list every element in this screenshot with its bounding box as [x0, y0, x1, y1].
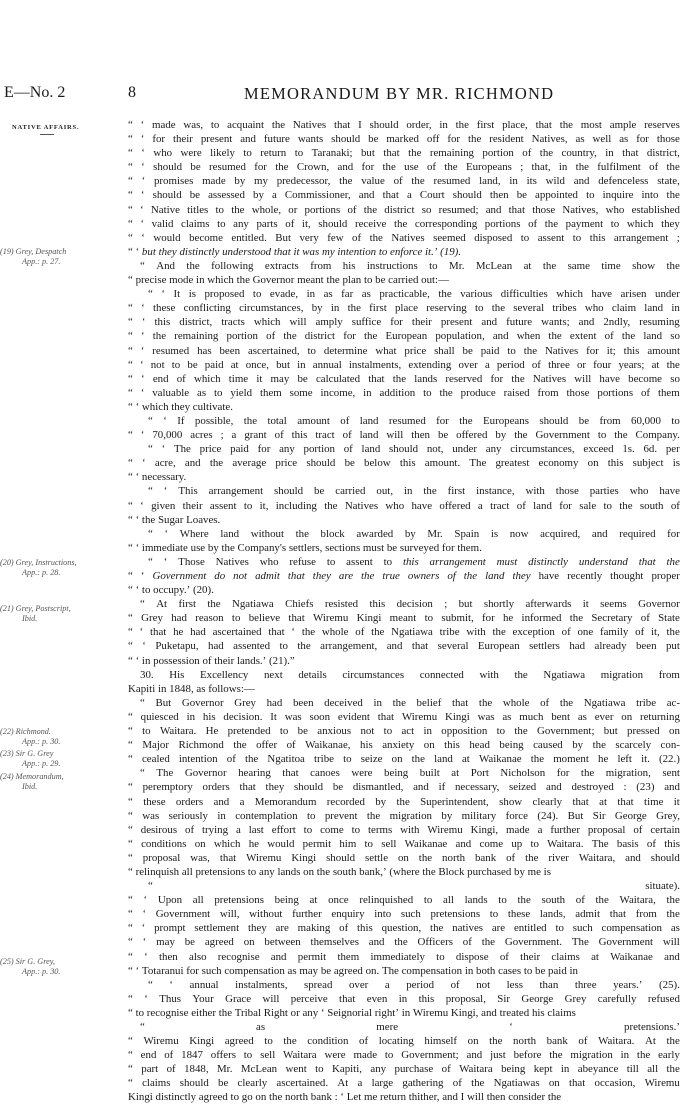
text-line: “ At first the Ngatiawa Chiefs resisted this decision ; but shortly afterwards it seems Governor: [140, 598, 680, 611]
margin-note: [0, 604, 118, 623]
text-line: “ ‘ It is proposed to evade, in as far as practicable, the various difficulties which have arisen under: [148, 288, 680, 301]
text-line: “ ‘ but they distinctly understood that it was my intention to enforce it.’ (19).: [128, 245, 462, 258]
text-line: “ ‘ promises made by my predecessor, the value of the resumed land, in its wild and defenceless state,: [128, 175, 680, 188]
margin-note-page: App.: p. 27.: [22, 256, 61, 266]
text-line: “ to Waitara. He pretended to be anxious not to act in opposition to the Government; but pressed on: [128, 725, 680, 738]
text-line: “ ‘ Upon all pretensions being at once relinquished to all lands to the south of the Waitara, the: [128, 894, 680, 907]
text-line: “ precise mode in which the Governor meant the plan to be carried out:—: [128, 274, 449, 287]
margin-note: [0, 558, 118, 577]
text-line: “ ‘ Where land without the block awarded by Mr. Spain is now acquired, and required for: [148, 527, 680, 540]
page-header: [0, 84, 700, 106]
text-line: “ ‘ these conflicting circumstances, by in the first place reserving to the several tribes who claim land in: [128, 302, 680, 315]
text-line: “ end of 1847 offers to sell Waitara were made to Government; and just before the migration in the early: [128, 1049, 680, 1062]
text-line: “ cealed intention of the Ngatitoa tribe to seize on the land at Waikanae the moment he left it. (22.): [128, 753, 680, 766]
section-divider: [40, 134, 54, 135]
text-line: “ ‘ Thus Your Grace will perceive that even in this proposal, Sir George Grey carefully refused: [128, 992, 680, 1005]
margin-note-page: App.: p. 30.: [22, 966, 61, 976]
text-line: “ desirous of trying a last effort to come to terms with Wiremu Kingi, made a further proposal of certain: [128, 823, 680, 836]
text-line: “ ‘ in possession of their lands.’ (21).”: [128, 654, 295, 667]
text-line: “ quiesced in his decision. It was soon evident that Wiremu Kingi was as much bent as ever on returning: [128, 710, 680, 723]
text-line: “ ‘ annual instalments, spread over a period of not less than three years.’ (25).: [148, 978, 680, 991]
margin-note-page: Ibid.: [22, 613, 38, 623]
text-line: “ conditions on which he would permit him to sell Waikanae and come up to Waitara. The basis of this: [128, 837, 680, 850]
text-line: Kapiti in 1848, as follows:—: [128, 682, 255, 695]
text-line: 30. His Excellency next details circumstances connected with the Ngatiawa migration from: [140, 668, 680, 681]
page-number: 8: [128, 84, 136, 101]
text-line: “ to recognise either the Tribal Right or any ‘ Seignorial right’ in Wiremu Kingi, and treated his claims: [128, 1006, 576, 1019]
text-line: “ these orders and a Memorandum recorded by the Superintendent, show clearly that at that time it: [128, 795, 680, 808]
margin-note-page: App.: p. 30.: [22, 736, 61, 746]
margin-note: [0, 957, 118, 976]
margin-note-ref: (23) Sir G. Grey: [0, 749, 54, 758]
page-title: MEMORANDUM BY MR. RICHMOND: [244, 84, 555, 103]
text-line: “ ‘ should be resumed for the Crown, and for the use of the Europeans ; that, in the fulfilment of the: [128, 161, 680, 174]
document-id: E—No. 2: [4, 84, 66, 101]
margin-note: [0, 772, 118, 791]
text-line: “ ‘ this district, tracts which will amply suffice for their present and future wants; and 2ndly, resuming: [128, 316, 680, 329]
text-line: “ proposal was, that Wiremu Kingi should settle on the north bank of the river Waitara, and should: [128, 851, 680, 864]
margin-note-page: Ibid.: [22, 781, 38, 791]
text-line: “ ‘ Government do not admit that they are the true owners of the land they have recently thought proper: [128, 570, 680, 582]
margin-note: [0, 727, 118, 746]
text-line: “ ‘ If possible, the total amount of land resumed for the Europeans should be from 60,000 to: [148, 414, 680, 427]
text-line: “ ‘ prompt settlement they are making of this question, the natives are entitled to such compensation as: [128, 922, 680, 935]
text-line: “ ‘ immediate use by the Company's settlers, sections must be surveyed for them.: [128, 541, 482, 554]
text-line: “ ‘ to occupy.’ (20).: [128, 584, 214, 597]
margin-note: [0, 247, 118, 266]
text-line: “ ‘ that he had ascertained that ‘ the whole of the Ngatiawa tribe with the exception of one family of it, the: [128, 626, 680, 639]
text-line: “ part of 1848, Mr. McLean went to Kapiti, any purchase of Waitara being kept in abeyance till all the: [128, 1063, 680, 1076]
text-line: “ Grey had reason to believe that Wiremu Kingi meant to submit, for he informed the Secretary of State: [128, 612, 680, 625]
text-line: “ ‘ given their assent to it, including the Natives who have offered a tract of land for sale to the south of: [128, 499, 680, 512]
text-line: “ ‘ not to be paid at once, but in annual instalments, extending over a period of three or four years; at the: [128, 358, 680, 371]
text-line: “ ‘ the remaining portion of the district for the European population, and when the extent of the land so: [128, 330, 680, 343]
text-line: “ Wiremu Kingi agreed to the condition of locating himself on the north bank of Waitara. At the: [128, 1035, 680, 1048]
margin-note: [0, 749, 118, 768]
text-line: “ ‘ Totaranui for such compensation as may be agreed on. The compensation in both cases to be paid in: [128, 964, 578, 977]
margin-note-ref: (25) Sir G. Grey,: [0, 957, 55, 966]
text-line: “ And the following extracts from his instructions to Mr. McLean at the same time show the: [140, 259, 680, 272]
text-line: “ The Governor hearing that canoes were being built at Port Nicholson for the migration, sent: [140, 767, 680, 780]
text-line: “ ‘ valid claims to any parts of it, should receive the corresponding portions of the payment to which they: [128, 217, 680, 230]
margin-note-ref: (19) Grey, Despatch: [0, 247, 67, 256]
body-text: [128, 118, 680, 1105]
text-line: “ ‘ Puketapu, had assented to the arrangement, and that several European settlers had already been put: [128, 640, 680, 653]
text-line: “ ‘ valuable as to yield them some income, in addition to the produce raised from those portions of them: [128, 386, 680, 399]
text-line: “ But Governor Grey had been deceived in the belief that the whole of the Ngatiawa tribe ac-: [140, 696, 680, 709]
margin-note-ref: (21) Grey, Postscript,: [0, 604, 71, 613]
text-line: “ ‘ The price paid for any portion of land should not, under any circumstances, exceed 1s. 6d. per: [148, 443, 680, 456]
text-line: “ ‘ necessary.: [128, 471, 187, 484]
text-line: “ relinquish all pretensions to any lands on the south bank,’ (where the Block purchased by me is: [128, 865, 551, 878]
text-line: “ ‘ This arrangement should be carried out, in the first instance, with those parties who have: [148, 485, 680, 498]
margin-note-ref: (22) Richmond.: [0, 727, 51, 736]
text-line: “ ‘ would become entitled. But very few of the Natives seemed disposed to assent to this arrangement ;: [128, 231, 680, 244]
text-line: “ ‘ acre, and the average price should be below this amount. The greatest economy on this subject is: [128, 457, 680, 470]
text-line: “ situate).: [148, 880, 680, 893]
margin-note-page: App.: p. 28.: [22, 567, 61, 577]
text-line: “ ‘ should be assessed by a Commissioner, and that a Court should then be appointed to inquire into the: [128, 189, 680, 202]
margin-note-page: App.: p. 29.: [22, 758, 61, 768]
text-line: “ ‘ the Sugar Loaves.: [128, 513, 221, 526]
text-line: “ ‘ may be agreed on between themselves and the Officers of the Government. The Government will: [128, 936, 680, 949]
text-line: “ ‘ Government will, without further enquiry into such pretensions to these lands, admit that from the: [128, 908, 680, 921]
text-line: “ ‘ which they cultivate.: [128, 400, 233, 413]
text-line: “ ‘ made was, to acquaint the Natives that I should order, in the first place, that the most ample reserves: [128, 119, 680, 131]
text-line: “ ‘ Native titles to the whole, or portions of the district so resumed; and that those Natives, who established: [128, 203, 680, 216]
text-line: Kingi distinctly agreed to go on the north bank : ‘ Let me return thither, and I will then consider the: [128, 1091, 562, 1104]
text-line: “ Major Richmond the offer of Waikanae, his anxiety on this head being caused by the scarcely con-: [128, 739, 680, 752]
text-line: “ ‘ Those Natives who refuse to assent to this arrangement must distinctly understand that the: [148, 555, 680, 568]
section-label: NATIVE AFFAIRS.: [12, 124, 80, 131]
text-line: “ ‘ for their present and future wants should be marked off for the resident Natives, as well as for those: [128, 133, 680, 146]
margin-note-ref: (24) Memorandum,: [0, 772, 64, 781]
text-line: “ as mere ‘ pretensions.’: [140, 1021, 680, 1033]
text-line: “ claims should be clearly ascertained. At a large gathering of the Ngatiawas on that occasion, Wiremu: [128, 1077, 680, 1090]
text-line: “ was seriously in contemplation to prevent the migration by military force (24). But Sir George Grey,: [128, 809, 680, 822]
text-line: “ ‘ then also recognise and permit them immediately to dispose of their claims at Waikanae and: [128, 950, 680, 963]
margin-note-ref: (20) Grey, Instructions,: [0, 558, 77, 567]
text-line: “ ‘ resumed has been ascertained, to determine what price shall be paid to the Natives for it; this amount: [128, 344, 680, 357]
text-line: “ ‘ who were likely to return to Taranaki; but that the remaining portion of the country, in that district,: [128, 147, 680, 160]
text-line: “ peremptory orders that they should be dismantled, and if necessary, seized and destroyed : (23) and: [128, 781, 680, 794]
text-line: “ ‘ end of which time it may be calculated that the lands reserved for the Natives will have become so: [128, 372, 680, 385]
text-line: “ ‘ 70,000 acres ; a grant of this tract of land will then be offered by the Government to the Company.: [128, 429, 680, 442]
